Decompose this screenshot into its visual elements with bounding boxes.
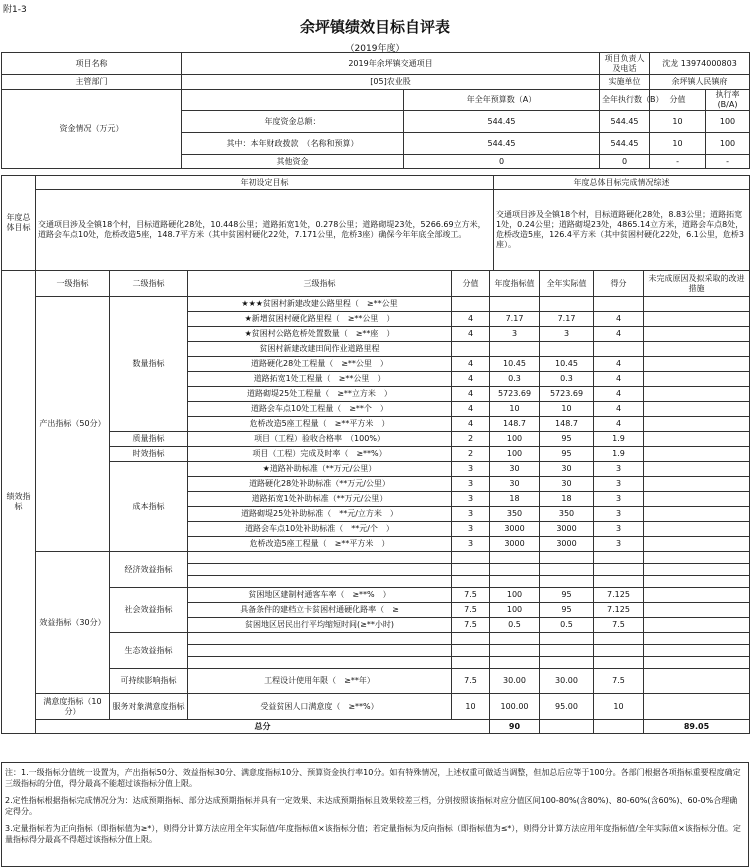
indicator-got — [594, 342, 644, 357]
indicator-got: 10 — [594, 694, 644, 720]
overall-section-label: 年度总体目标 — [2, 176, 36, 271]
funds-header-a: 年全年预算数（A） — [404, 90, 600, 111]
perf-section-label: 绩效指标 — [2, 271, 36, 734]
indicator-reason — [644, 462, 750, 477]
performance-table — [1, 270, 750, 734]
indicator-score: 7.5 — [452, 618, 490, 633]
sustainability-indicator-label: 可持续影响指标 — [110, 669, 188, 694]
indicator-score: 4 — [452, 372, 490, 387]
funds-row-rate: - — [706, 155, 750, 169]
report-year: （2019年度） — [345, 44, 405, 54]
indicator-score: 4 — [452, 357, 490, 372]
indicator-actual: 10 — [540, 402, 594, 417]
indicator-target: 100.00 — [490, 694, 540, 720]
indicator-score: 4 — [452, 387, 490, 402]
indicator-got: 4 — [594, 357, 644, 372]
funds-row-rate: 100 — [706, 111, 750, 133]
indicator-reason — [644, 432, 750, 447]
indicator-name: 危桥改造5座工程量（ ≥**平方米 ） — [188, 417, 452, 432]
indicator-target — [490, 342, 540, 357]
indicator-reason — [644, 618, 750, 633]
indicator-score: 2 — [452, 447, 490, 462]
time-indicator-label: 时效指标 — [110, 447, 188, 462]
note-2: 2.定性指标根据指标完成情况分为：达成预期指标、部分达成预期指标并具有一定效果、未达成预期指标且效果较差三档，分别按照该指标对应分值区间100-80%(含80%)、80-60%(含60%)、60-0%合理确定得分。 — [5, 796, 738, 816]
funds-header-rate: 执行率(B/A) — [706, 90, 750, 111]
indicator-got: 7.5 — [594, 669, 644, 694]
quantity-indicator-label: 数量指标 — [110, 297, 188, 432]
indicator-target: 100 — [490, 432, 540, 447]
indicator-target: 3 — [490, 327, 540, 342]
indicator-score: 7.5 — [452, 603, 490, 618]
note-1: 注：1.一级指标分值统一设置为，产出指标50分、效益指标30分、满意度指标10分、预算资金执行率10分。如有特殊情况，上述权重可做适当调整，但加总后应等于100分。各部门根据各项指标重要程度确定三级指标的分值，得分最高不能超过该指标分值上限。 — [5, 768, 741, 788]
indicator-actual: 0.5 — [540, 618, 594, 633]
indicator-got: 3 — [594, 507, 644, 522]
indicator-target: 18 — [490, 492, 540, 507]
indicator-target: 148.7 — [490, 417, 540, 432]
indicator-target — [490, 297, 540, 312]
funds-header-b: 全年执行数（B） — [600, 90, 650, 111]
indicator-reason — [644, 537, 750, 552]
indicator-reason — [644, 694, 750, 720]
indicator-name: 道路拓宽1处补助标准（**万元/公里） — [188, 492, 452, 507]
indicator-got: 4 — [594, 312, 644, 327]
indicator-target: 3000 — [490, 537, 540, 552]
indicator-score: 10 — [452, 694, 490, 720]
project-name-value: 2019年余坪镇交通项目 — [182, 53, 600, 75]
perf-header-score: 分值 — [452, 271, 490, 297]
indicator-actual: 95 — [540, 432, 594, 447]
indicator-name: 道路会车点10处工程量（ ≥**个 ） — [188, 402, 452, 417]
indicator-target: 3000 — [490, 522, 540, 537]
indicator-target: 100 — [490, 588, 540, 603]
indicator-score: 3 — [452, 507, 490, 522]
total-got: 89.05 — [644, 720, 750, 734]
indicator-score: 3 — [452, 462, 490, 477]
actual-goal-label: 年度总体目标完成情况综述 — [494, 176, 750, 190]
indicator-got: 3 — [594, 492, 644, 507]
indicator-reason — [644, 327, 750, 342]
dept-label: 主管部门 — [2, 75, 182, 90]
funds-row-a: 544.45 — [404, 111, 600, 133]
indicator-score: 2 — [452, 432, 490, 447]
indicator-actual: 148.7 — [540, 417, 594, 432]
total-score: 90 — [490, 720, 540, 734]
indicator-reason — [644, 387, 750, 402]
indicator-actual: 30 — [540, 462, 594, 477]
indicator-reason — [644, 357, 750, 372]
note-3: 3.定量指标若为正向指标（即指标值为≥*），则得分计算方法应用全年实际值/年度指标值×该指标分值；若定量指标为反向指标（即指标值为≤*），则得分计算方法应用年度指标值/全年实际值×该指标分值。定量指标得分最高不得超过该指标分值上限。 — [5, 824, 741, 844]
attachment-number: 附1-3 — [3, 5, 27, 15]
project-name-label: 项目名称 — [2, 53, 182, 75]
indicator-actual: 95 — [540, 447, 594, 462]
funds-row-b: 544.45 — [600, 111, 650, 133]
indicator-actual — [540, 297, 594, 312]
indicator-name: 贫困地区居民出行平均缩短时间(≥**小时) — [188, 618, 452, 633]
indicator-actual: 95 — [540, 603, 594, 618]
output-indicator-label: 产出指标（50分） — [36, 297, 110, 552]
indicator-got: 4 — [594, 327, 644, 342]
indicator-target: 100 — [490, 447, 540, 462]
indicator-name: 危桥改造5座工程量（ ≥**平方米 ） — [188, 537, 452, 552]
initial-goal-text: 交通项目涉及全镇18个村，目标道路硬化28处，10.448公里；道路拓宽1处，0.278公里；道路砌堤23处，5266.69立方米，道路会车点10处，危桥改造5座，148.7平方米（其中贫困村硬化22处，7.171公里，危桥3座）确保今年年底全部竣工。 — [36, 190, 494, 271]
indicator-reason — [644, 402, 750, 417]
perf-header-level3: 三级指标 — [188, 271, 452, 297]
indicator-actual: 3 — [540, 327, 594, 342]
indicator-name: 工程设计使用年限（ ≥**年） — [188, 669, 452, 694]
perf-header-reason: 未完成原因及拟采取的改进措施 — [644, 271, 750, 297]
indicator-name: 道路砌堤25处工程量（ ≥**立方米 ） — [188, 387, 452, 402]
indicator-score: 4 — [452, 417, 490, 432]
indicator-name: 道路硬化28处工程量（ ≥**公里 ） — [188, 357, 452, 372]
basic-info-table — [1, 52, 750, 169]
perf-header-level2: 二级指标 — [110, 271, 188, 297]
indicator-score: 4 — [452, 312, 490, 327]
indicator-score: 3 — [452, 522, 490, 537]
indicator-got: 7.125 — [594, 603, 644, 618]
indicator-name: ★新增贫困村硬化路里程（ ≥**公里 ） — [188, 312, 452, 327]
indicator-actual: 10.45 — [540, 357, 594, 372]
indicator-actual: 5723.69 — [540, 387, 594, 402]
indicator-actual: 30 — [540, 477, 594, 492]
unit-label: 实施单位 — [600, 75, 650, 90]
indicator-target: 5723.69 — [490, 387, 540, 402]
indicator-reason — [644, 669, 750, 694]
total-label: 总分 — [36, 720, 490, 734]
indicator-actual: 3000 — [540, 537, 594, 552]
indicator-reason — [644, 477, 750, 492]
indicator-target: 30 — [490, 462, 540, 477]
indicator-target: 0.3 — [490, 372, 540, 387]
indicator-got: 4 — [594, 402, 644, 417]
indicator-actual: 95.00 — [540, 694, 594, 720]
funds-row-a: 0 — [404, 155, 600, 169]
funds-row-score: - — [650, 155, 706, 169]
indicator-reason — [644, 507, 750, 522]
indicator-got: 3 — [594, 477, 644, 492]
indicator-reason — [644, 372, 750, 387]
indicator-name: 贫困村新建改建田间作业道路里程 — [188, 342, 452, 357]
indicator-got — [594, 297, 644, 312]
indicator-score: 7.5 — [452, 669, 490, 694]
social-indicator-label: 社会效益指标 — [110, 588, 188, 633]
perf-header-level1: 一级指标 — [36, 271, 110, 297]
indicator-reason — [644, 342, 750, 357]
indicator-got: 1.9 — [594, 447, 644, 462]
indicator-name: ★贫困村公路危桥处置数量（ ≥**座 ） — [188, 327, 452, 342]
indicator-name: 道路硬化28处补助标准（**万元/公里） — [188, 477, 452, 492]
indicator-actual: 3000 — [540, 522, 594, 537]
indicator-name: 受益贫困人口满意度（ ≥**%） — [188, 694, 452, 720]
indicator-score: 3 — [452, 537, 490, 552]
satisfaction-indicator-label: 满意度指标（10分） — [36, 694, 110, 720]
indicator-name: ★道路补助标准（**万元/公里） — [188, 462, 452, 477]
cost-indicator-label: 成本指标 — [110, 462, 188, 552]
indicator-score — [452, 297, 490, 312]
indicator-score: 3 — [452, 477, 490, 492]
funds-row-a: 544.45 — [404, 133, 600, 155]
actual-goal-text: 交通项目涉及全镇18个村，目标道路硬化28处，8.83公里；道路拓宽1处，0.24公里；道路砌堤23处，4865.14立方米，道路会车点8处，危桥改造5座，126.4平方米（其中贫困村硬化22处，6.1公里，危桥3座）。 — [494, 190, 750, 271]
funds-row-b: 544.45 — [600, 133, 650, 155]
indicator-got: 3 — [594, 537, 644, 552]
perf-header-actual: 全年实际值 — [540, 271, 594, 297]
funds-row-b: 0 — [600, 155, 650, 169]
indicator-score: 4 — [452, 402, 490, 417]
funds-row-score: 10 — [650, 111, 706, 133]
funds-section-label: 资金情况（万元） — [2, 90, 182, 169]
indicator-actual: 18 — [540, 492, 594, 507]
indicator-actual: 30.00 — [540, 669, 594, 694]
benefit-indicator-label: 效益指标（30分） — [36, 552, 110, 694]
indicator-got: 1.9 — [594, 432, 644, 447]
indicator-reason — [644, 297, 750, 312]
page-title: 余坪镇绩效目标自评表 — [299, 18, 450, 36]
ecological-indicator-label: 生态效益指标 — [110, 633, 188, 669]
indicator-target: 10 — [490, 402, 540, 417]
indicator-name: ★★★贫困村新建改建公路里程（ ≥**公里 — [188, 297, 452, 312]
indicator-score — [452, 342, 490, 357]
indicator-name: 道路砌堤25处补助标准（ **元/立方米 ） — [188, 507, 452, 522]
indicator-name: 项目（工程）完成及时率（ ≥**%） — [188, 447, 452, 462]
funds-header-score: 分值 — [650, 90, 706, 111]
indicator-reason — [644, 603, 750, 618]
indicator-reason — [644, 312, 750, 327]
indicator-target: 100 — [490, 603, 540, 618]
indicator-target: 350 — [490, 507, 540, 522]
indicator-reason — [644, 522, 750, 537]
indicator-actual: 7.17 — [540, 312, 594, 327]
perf-header-got: 得分 — [594, 271, 644, 297]
funds-row-rate: 100 — [706, 133, 750, 155]
indicator-name: 贫困地区建制村通客车率（ ≥**% ） — [188, 588, 452, 603]
initial-goal-label: 年初设定目标 — [36, 176, 494, 190]
indicator-score: 3 — [452, 492, 490, 507]
indicator-got: 4 — [594, 372, 644, 387]
indicator-actual: 350 — [540, 507, 594, 522]
indicator-reason — [644, 588, 750, 603]
indicator-got: 7.5 — [594, 618, 644, 633]
indicator-name: 项目（工程）验收合格率 （100%） — [188, 432, 452, 447]
indicator-score: 7.5 — [452, 588, 490, 603]
indicator-target: 30.00 — [490, 669, 540, 694]
indicator-got: 7.125 — [594, 588, 644, 603]
indicator-got: 3 — [594, 462, 644, 477]
funds-row-label: 年度资金总额： — [182, 111, 404, 133]
funds-row-score: 10 — [650, 133, 706, 155]
contact-label: 项目负责人及电话 — [600, 53, 650, 75]
funds-row-label: 其中：本年财政拨款 （名称和预算） — [182, 133, 404, 155]
indicator-got: 3 — [594, 522, 644, 537]
notes-section — [1, 762, 749, 867]
indicator-got: 4 — [594, 417, 644, 432]
indicator-actual: 0.3 — [540, 372, 594, 387]
dept-value: [05]农业股 — [182, 75, 600, 90]
indicator-got: 4 — [594, 387, 644, 402]
unit-value: 余坪镇人民镇府 — [650, 75, 750, 90]
perf-header-target: 年度指标值 — [490, 271, 540, 297]
indicator-target: 0.5 — [490, 618, 540, 633]
funds-row-label: 其他资金 — [182, 155, 404, 169]
service-satisfaction-label: 服务对象满意度指标 — [110, 694, 188, 720]
indicator-reason — [644, 492, 750, 507]
indicator-reason — [644, 417, 750, 432]
indicator-actual — [540, 342, 594, 357]
indicator-target: 7.17 — [490, 312, 540, 327]
indicator-score: 4 — [452, 327, 490, 342]
indicator-reason — [644, 447, 750, 462]
indicator-actual: 95 — [540, 588, 594, 603]
indicator-target: 30 — [490, 477, 540, 492]
indicator-name: 具备条件的建档立卡贫困村通硬化路率（ ≥ — [188, 603, 452, 618]
indicator-name: 道路拓宽1处工程量（ ≥**公里 ） — [188, 372, 452, 387]
contact-value: 沈龙 13974000803 — [650, 53, 750, 75]
indicator-name: 道路会车点10处补助标准（ **元/个 ） — [188, 522, 452, 537]
economic-indicator-label: 经济效益指标 — [110, 552, 188, 588]
indicator-target: 10.45 — [490, 357, 540, 372]
quality-indicator-label: 质量指标 — [110, 432, 188, 447]
overall-goal-table — [1, 175, 750, 271]
